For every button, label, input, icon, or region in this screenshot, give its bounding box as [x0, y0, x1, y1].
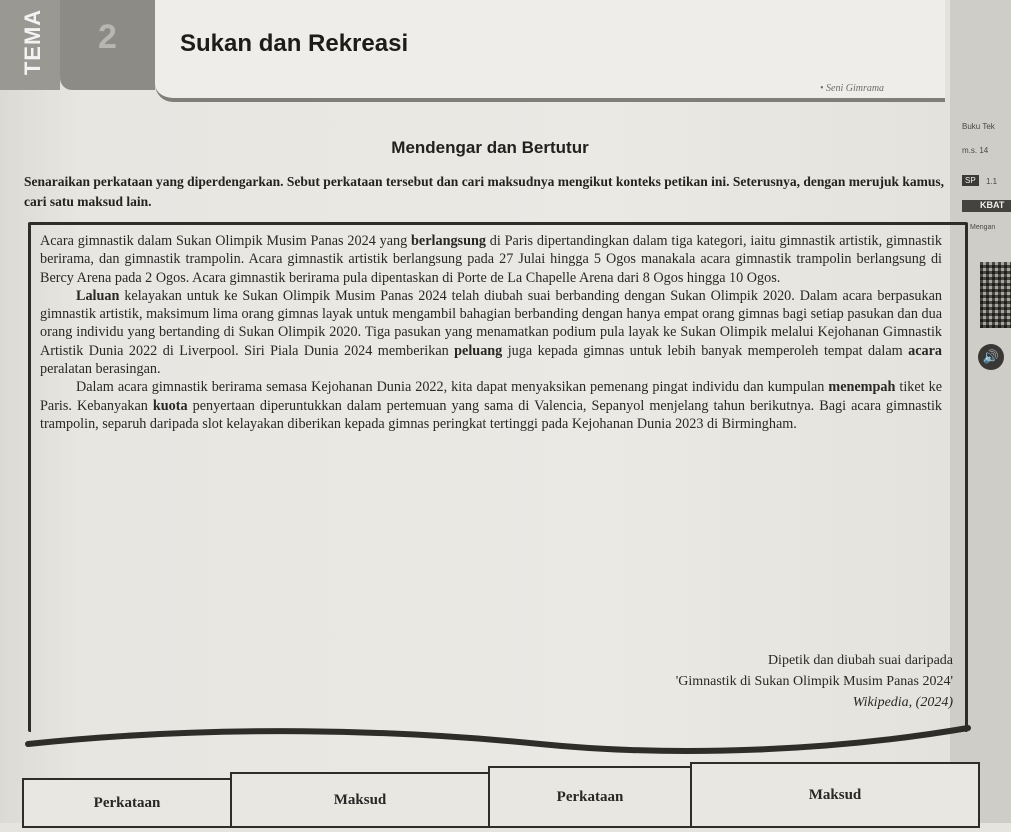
audio-icon[interactable]: 🔊 — [978, 344, 1004, 370]
source-line-1: Dipetik dan diubah suai daripada — [767, 653, 953, 668]
book-ref: Buku Tek — [962, 122, 995, 131]
page-title: Sukan dan Rekreasi — [180, 30, 409, 57]
keyword-acara: acara — [908, 342, 942, 359]
qr-code-icon[interactable] — [980, 262, 1011, 328]
table-header-perkataan-1: Perkataan — [22, 778, 232, 828]
source-line-2: 'Gimnastik di Sukan Olimpik Musim Panas 2024' — [675, 674, 953, 689]
sp-badge: SP — [962, 175, 979, 186]
keyword-menempah: menempah — [828, 379, 896, 396]
answer-table — [22, 762, 980, 832]
instruction-text: Senaraikan perkataan yang diperdengarkan. Sebut perkataan tersebut dan cari maksudnya mengikut konteks petikan ini. Seterusnya, dengan merujuk kamus, cari satu maksud lain. — [24, 174, 945, 209]
paragraph-1: Acara gimnastik dalam Sukan Olimpik Musim Panas 2024 yang berlangsung di Paris dipertandingkan dalam tiga kategori, iaitu gimnastik artistik, gimnastik berirama, dan gimnastik trampolin. Acara gimnastik artistik berlangsung pada 27 Julai hingga 5 Ogos manakala acara gimnastik trampolin berlangsung di Bercy Arena pada 2 Ogos. Acara gimnastik berirama pula dipentaskan di Porte de La Chapelle Arena dari 8 Ogos hingga 10 Ogos. — [40, 233, 942, 286]
section-heading: Mendengar dan Bertutur — [391, 138, 589, 157]
paragraph-3: Dalam acara gimnastik berirama semasa Kejohanan Dunia 2022, kita dapat menyaksikan pemenang pingat individu dan kumpulan menempah tiket ke Paris. Kebanyakan kuota penyertaan diperuntukkan dalam pertemuan yang sama di Valencia, Sepanyol menjelang tahun berikutnya. Bagi acara gimnastik trampolin, separuh daripada slot kelayakan diberikan kepada gimnas peringkat tertinggi pada Kejohanan Dunia 2023 di Birmingham. — [40, 379, 942, 432]
sp-ref: 1.1 — [986, 177, 998, 186]
page-ref: m.s. 14 — [962, 146, 989, 155]
table-header-maksud-1: Maksud — [230, 772, 490, 828]
kbat-sub: Mengan — [970, 224, 996, 231]
tema-number: 2 — [98, 18, 117, 56]
keyword-berlangsung: berlangsung — [411, 233, 486, 249]
source-line-3: Wikipedia, (2024) — [852, 695, 953, 710]
paragraph-2: Laluan kelayakan untuk ke Sukan Olimpik Musim Panas 2024 telah diubah suai berbanding dengan Sukan Olimpik 2020. Dalam acara berpasukan gimnastik artistik, maksimum lima orang gimnas layak untuk mengambil bahagian berbanding dengan hanya empat orang gimnas bagi setiap pasukan dan dua orang individu yang bertanding di Sukan Olimpik 2020. Tiga pasukan yang menamatkan podium pula layak ke Sukan Olimpik melalui Kejohanan Gimnastik Artistik Dunia 2022 di Liverpool. Siri Piala Dunia 2024 memberikan peluang juga kepada gimnas untuk lebih banyak memperoleh tempat dalam acara peralatan berasingan. — [40, 287, 942, 378]
table-header-maksud-2: Maksud — [690, 762, 980, 828]
tema-number-box — [60, 0, 155, 90]
keyword-laluan: Laluan — [76, 287, 120, 304]
subtheme-label: • Seni Gimrama — [820, 83, 885, 94]
kbat-badge: KBAT — [962, 200, 1011, 212]
table-header-perkataan-2: Perkataan — [488, 766, 692, 828]
passage — [40, 232, 942, 433]
wave-divider — [20, 718, 975, 758]
keyword-peluang: peluang — [454, 342, 503, 359]
source-citation — [676, 650, 953, 713]
tema-label: TEMA — [20, 8, 46, 76]
keyword-kuota: kuota — [152, 397, 188, 414]
